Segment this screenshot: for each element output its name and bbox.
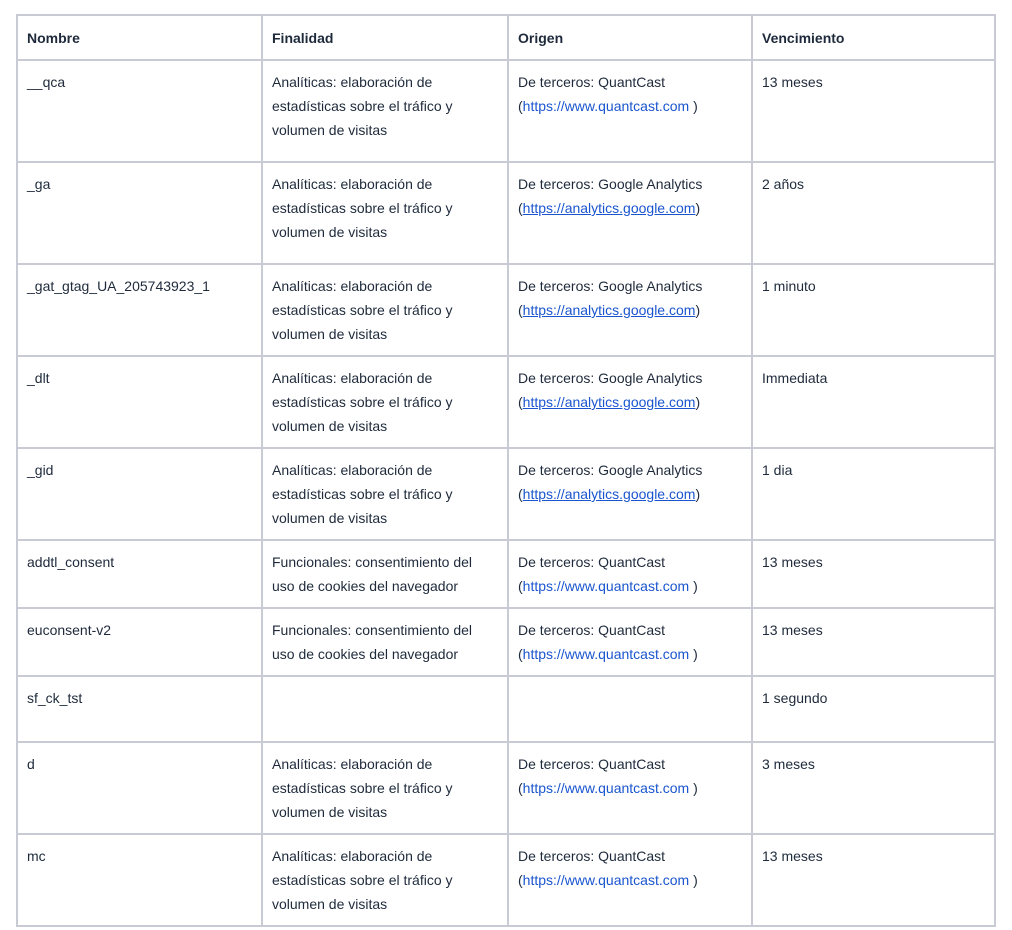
table-row: [17, 742, 995, 834]
cookie-origin: De terceros: QuantCast (https://www.quantcast.com ): [508, 742, 752, 834]
table-row: [17, 540, 995, 608]
cookie-name: mc: [17, 834, 262, 926]
cookie-name: _ga: [17, 162, 262, 264]
table-row: [17, 60, 995, 162]
cookie-expiry: 1 segundo: [752, 676, 995, 742]
origin-text: De terceros: QuantCast: [518, 554, 666, 570]
cookie-origin: De terceros: QuantCast (https://www.quantcast.com ): [508, 540, 752, 608]
cookie-purpose: Analíticas: elaboración de estadísticas sobre el tráfico y volumen de visitas: [262, 162, 508, 264]
origin-text: De terceros: QuantCast: [518, 74, 666, 90]
cookie-purpose: Analíticas: elaboración de estadísticas sobre el tráfico y volumen de visitas: [262, 834, 508, 926]
origin-text: De terceros: QuantCast: [518, 848, 666, 864]
cookie-expiry: 3 meses: [752, 742, 995, 834]
cookie-expiry: 1 minuto: [752, 264, 995, 356]
origin-link[interactable]: https://www.quantcast.com: [522, 780, 694, 796]
cookie-expiry: Immediata: [752, 356, 995, 448]
cookie-name: addtl_consent: [17, 540, 262, 608]
cookie-purpose: Analíticas: elaboración de estadísticas sobre el tráfico y volumen de visitas: [262, 264, 508, 356]
cookie-name: sf_ck_tst: [17, 676, 262, 742]
cookie-purpose: Analíticas: elaboración de estadísticas sobre el tráfico y volumen de visitas: [262, 356, 508, 448]
cookie-origin: De terceros: Google Analytics (https://analytics.google.com): [508, 448, 752, 540]
cookie-expiry: 13 meses: [752, 608, 995, 676]
cookie-expiry: 13 meses: [752, 60, 995, 162]
origin-text: De terceros: Google Analytics: [518, 462, 703, 478]
cookie-origin: De terceros: QuantCast (https://www.quantcast.com ): [508, 834, 752, 926]
origin-link[interactable]: https://www.quantcast.com: [522, 98, 694, 114]
table-row: [17, 448, 995, 540]
cookie-origin: [508, 676, 752, 742]
cookie-name: _gid: [17, 448, 262, 540]
cookie-origin: De terceros: Google Analytics (https://analytics.google.com): [508, 264, 752, 356]
header-finalidad: Finalidad: [262, 15, 508, 60]
table-row: [17, 356, 995, 448]
header-nombre: Nombre: [17, 15, 262, 60]
origin-link[interactable]: https://www.quantcast.com: [522, 646, 694, 662]
cookies-table: [16, 14, 996, 927]
header-origen: Origen: [508, 15, 752, 60]
cookie-origin: De terceros: QuantCast (https://www.quantcast.com ): [508, 608, 752, 676]
cookie-origin: De terceros: QuantCast (https://www.quantcast.com ): [508, 60, 752, 162]
cookie-name: d: [17, 742, 262, 834]
origin-link[interactable]: https://www.quantcast.com: [522, 872, 694, 888]
origin-text: De terceros: QuantCast: [518, 756, 666, 772]
table-row: [17, 264, 995, 356]
table-row: [17, 676, 995, 742]
origin-text: De terceros: Google Analytics: [518, 176, 703, 192]
cookie-purpose: Funcionales: consentimiento del uso de cookies del navegador: [262, 608, 508, 676]
cookie-name: euconsent-v2: [17, 608, 262, 676]
header-vencimiento: Vencimiento: [752, 15, 995, 60]
cookie-expiry: 13 meses: [752, 540, 995, 608]
cookie-origin: De terceros: Google Analytics (https://analytics.google.com): [508, 162, 752, 264]
cookie-origin: De terceros: Google Analytics (https://analytics.google.com): [508, 356, 752, 448]
cookie-expiry: 2 años: [752, 162, 995, 264]
cookie-expiry: 1 dia: [752, 448, 995, 540]
table-row: [17, 608, 995, 676]
origin-text: De terceros: QuantCast: [518, 622, 666, 638]
cookie-purpose: Funcionales: consentimiento del uso de cookies del navegador: [262, 540, 508, 608]
origin-link[interactable]: https://analytics.google.com: [522, 302, 696, 318]
table-header-row: [17, 15, 995, 60]
origin-text: De terceros: Google Analytics: [518, 370, 703, 386]
table-row: [17, 162, 995, 264]
cookie-purpose: Analíticas: elaboración de estadísticas sobre el tráfico y volumen de visitas: [262, 60, 508, 162]
table-row: [17, 834, 995, 926]
cookie-expiry: 13 meses: [752, 834, 995, 926]
origin-link[interactable]: https://analytics.google.com: [522, 486, 696, 502]
cookie-name: _dlt: [17, 356, 262, 448]
origin-link[interactable]: https://analytics.google.com: [522, 200, 696, 216]
origin-link[interactable]: https://www.quantcast.com: [522, 578, 694, 594]
cookie-purpose: [262, 676, 508, 742]
origin-link[interactable]: https://analytics.google.com: [522, 394, 696, 410]
cookie-purpose: Analíticas: elaboración de estadísticas sobre el tráfico y volumen de visitas: [262, 742, 508, 834]
cookie-name: _gat_gtag_UA_205743923_1: [17, 264, 262, 356]
origin-text: De terceros: Google Analytics: [518, 278, 703, 294]
cookie-name: __qca: [17, 60, 262, 162]
cookie-purpose: Analíticas: elaboración de estadísticas sobre el tráfico y volumen de visitas: [262, 448, 508, 540]
